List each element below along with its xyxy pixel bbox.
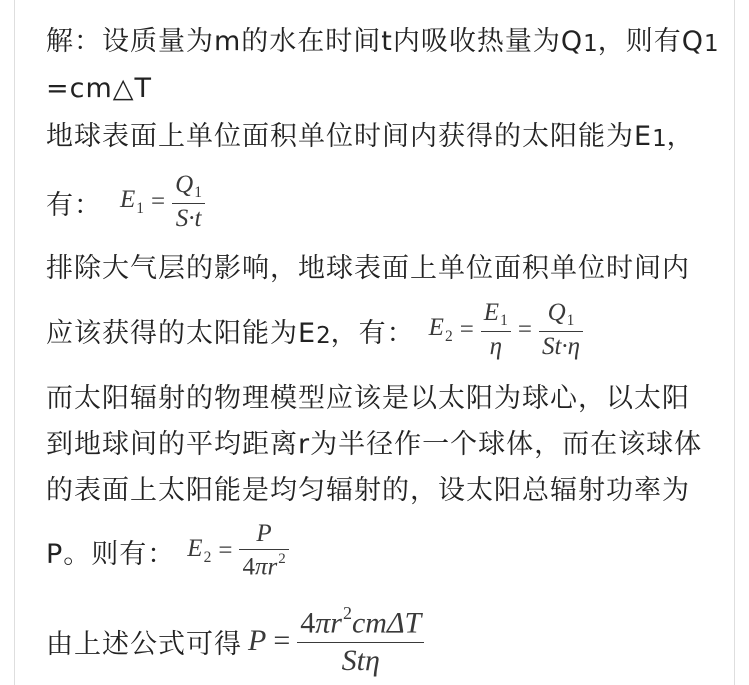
solution-line-11 <box>46 603 424 678</box>
line-4-text: 有： <box>46 189 102 221</box>
equals-sign: = <box>459 316 474 343</box>
solution-line-8 <box>46 421 702 461</box>
solution-line-3 <box>46 113 695 153</box>
line-11-text: 由上述公式可得 <box>46 628 242 660</box>
formula-superscript: 2 <box>278 551 286 568</box>
formula-symbol: cmΔT <box>351 606 422 640</box>
line-2-text: =cm△T <box>46 72 153 104</box>
line-1-text-a: 解：设质量为m的水在时间t内吸收热量为Q <box>46 25 584 57</box>
line-6-subscript: 2 <box>316 323 331 349</box>
line-1-subscript-b: 1 <box>704 31 719 57</box>
formula-power-result <box>248 603 424 679</box>
formula-number: 4 <box>300 606 316 640</box>
formula-symbol: E <box>483 298 500 326</box>
solution-line-10 <box>46 519 289 581</box>
line-1-text-b: ，则有Q <box>597 25 704 57</box>
formula-subscript: 2 <box>203 548 212 566</box>
fraction-numerator <box>297 603 424 642</box>
formula-symbol: E <box>428 314 444 342</box>
equals-sign: = <box>151 188 166 215</box>
fraction <box>481 299 511 362</box>
fraction <box>539 299 583 362</box>
line-3-text-b: ， <box>666 120 695 152</box>
solution-line-9 <box>46 467 690 507</box>
formula-subscript: 1 <box>136 199 145 217</box>
solution-line-7 <box>46 375 690 415</box>
card-left-border <box>14 0 15 685</box>
line-6-text-a: 应该获得的太阳能为E <box>46 317 317 349</box>
line-10-text: P。则有： <box>46 538 176 570</box>
fraction <box>172 171 205 234</box>
solution-line-5 <box>46 245 690 285</box>
fraction-numerator <box>172 171 205 203</box>
formula-e2-lhs <box>187 535 211 566</box>
formula-e2-lhs <box>429 314 453 345</box>
formula-subscript: 2 <box>444 327 453 345</box>
solution-line-2 <box>46 68 152 108</box>
formula-subscript: 1 <box>566 311 575 329</box>
solution-line-1 <box>46 18 719 58</box>
line-7-text: 而太阳辐射的物理模型应该是以太阳为球心，以太阳 <box>46 382 690 414</box>
fraction <box>239 520 288 583</box>
formula-p-lhs: P <box>248 624 267 657</box>
formula-symbol: Q <box>175 170 194 198</box>
formula-symbol: πr <box>254 553 278 581</box>
line-3-text-a: 地球表面上单位面积单位时间内获得的太阳能为E <box>46 120 653 152</box>
formula-number: 4 <box>242 553 255 581</box>
fraction-denominator: Stη <box>297 642 424 679</box>
fraction-numerator <box>545 299 578 331</box>
solution-line-6 <box>46 298 583 360</box>
formula-subscript: 1 <box>194 183 202 201</box>
equals-sign: = <box>273 624 291 657</box>
formula-subscript: 1 <box>500 311 508 329</box>
line-1-subscript-a: 1 <box>583 31 598 57</box>
formula-e2-from-e1 <box>429 299 583 362</box>
formula-e1-lhs <box>120 186 144 217</box>
line-8-text: 到地球间的平均距离r为半径作一个球体，而在该球体 <box>46 428 703 460</box>
formula-e1 <box>120 171 205 234</box>
fraction-denominator: η <box>481 331 511 362</box>
fraction-denominator <box>239 549 288 582</box>
fraction-denominator: St·η <box>539 331 583 362</box>
line-3-subscript: 1 <box>652 126 667 152</box>
fraction-numerator: P <box>256 519 272 547</box>
equals-sign: = <box>517 316 532 343</box>
line-5-text: 排除大气层的影响，地球表面上单位面积单位时间内 <box>46 252 690 284</box>
card-right-border <box>734 0 735 685</box>
line-9-text: 的表面上太阳能是均匀辐射的，设太阳总辐射功率为 <box>46 474 690 506</box>
formula-symbol: E <box>120 186 136 214</box>
formula-superscript: 2 <box>342 603 352 624</box>
fraction <box>297 603 424 679</box>
fraction-numerator <box>481 299 511 331</box>
formula-symbol: πr <box>315 606 342 640</box>
solution-line-4 <box>46 170 205 232</box>
line-6-text-b: ，有： <box>330 317 415 349</box>
fraction-denominator: S·t <box>172 203 205 234</box>
formula-symbol: E <box>187 535 203 563</box>
equals-sign: = <box>218 537 233 564</box>
formula-symbol: Q <box>547 298 566 326</box>
formula-e2-from-p <box>187 520 288 583</box>
